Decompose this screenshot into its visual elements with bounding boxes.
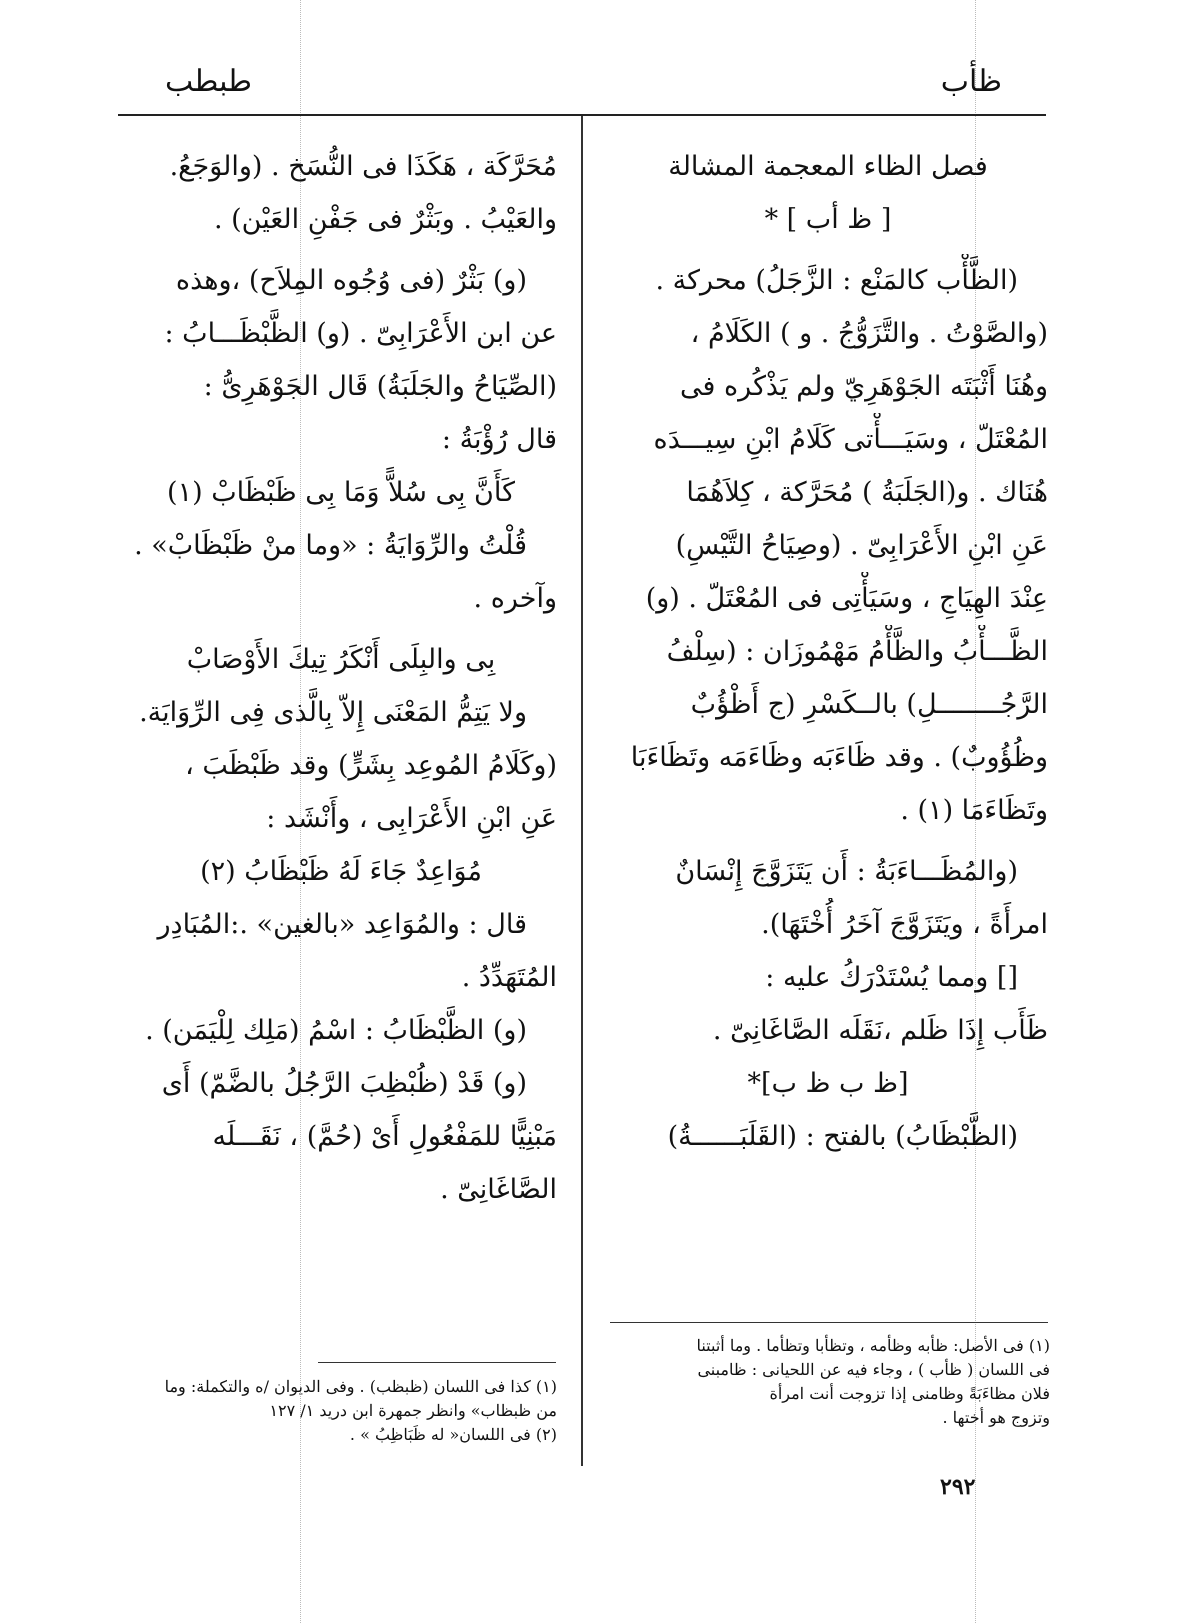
text-line: ظَأَب إِذَا ظَلم ،نَقَلَه الصَّاغَانِىّ . [712,1015,1048,1046]
footnote-line: من ظبظاب» وانظر جمهرة ابن دريد ١/ ١٢٧ [269,1401,557,1420]
verse-line: مُوَاعِدٌ جَاءَ لَهُ ظَبْظَابُ (٢) [200,856,482,887]
text-line: وهُنَا أَثْبَتَه الجَوْهَرِيّ ولم يَذْكُره فى [680,371,1048,402]
left-column [125,140,557,1216]
verse-line: كَأَنَّ بِى سُلاًّ وَمَا بِى ظَبْظَابْ (١) [167,477,515,508]
text-line: قال رُؤْبَةُ : [441,424,557,455]
text-line: عِنْدَ الهِيَاجِ ، وسَيَأْتِى فى المُعْتَلّ . (و) [645,583,1048,614]
footnote-line: (١) كذا فى اللسان (ظبظب) . وفى الديوان /ه والتكملة: وما [164,1377,557,1396]
mustadrak-heading: [] ومما يُسْتَدْرَكُ عليه : [765,962,1018,993]
entry-heading: [ظ ب ظ ب]* [747,1068,909,1099]
text-line: وآخره . [473,583,557,614]
text-line: (الظَّأْب كالمَنْع : الزَّجَلُ) محركة . [655,265,1018,296]
text-line: (الصِّيَاحُ والجَلَبَةُ) قَال الجَوْهَرِىُّ : [203,371,557,402]
footnote-line: (٢) فى اللسان« له ظَبَاظِبُ » . [349,1425,557,1444]
section-title: فصل الظاء المعجمة المشالة [668,151,988,182]
footnote-rule [610,1322,1048,1323]
text-line: امرأَةً ، ويَتَزَوَّجَ آخَرُ أُخْتَهَا). [761,909,1048,940]
text-line: (وكَلَامُ المُوعِد بِشَرٍّ) وقد ظَبْظَبَ ، [185,750,557,781]
page-number: ٢٩٢ [940,1474,976,1500]
text-line: (و) قَدْ (ظُبْظِبَ الرَّجُلُ بالضَّمّ) أَى [161,1068,527,1099]
column-divider [581,116,583,1466]
text-line: المُتَهَدِّدُ . [461,962,557,993]
text-line: هُنَاك . و(الجَلَبَةُ ) مُحَرَّكة ، كِلاَهُمَا [686,477,1048,508]
text-line: ولا يَتِمُّ المَعْنَى إِلاّ بِالَّذى فِى الرِّوَايَة. [139,697,527,728]
text-line: الصَّاغَانِىّ . [440,1174,557,1205]
text-line: مُحَرَّكَة ، هَكَذَا فى النُّسَخ . (والوَجَعُ. [169,151,557,182]
text-line: عَنِ ابْنِ الأَعْرَابِى ، وأَنْشَد : [266,803,557,834]
text-line: (و) الظَّبْظَابُ : اسْمُ (مَلِك لِلْيَمَن) . [145,1015,527,1046]
verse-line: بِى والبِلَى أَنْكَرُ تِيكَ الأَوْصَابْ [186,644,496,675]
text-line: المُعْتَلّ ، وسَيَـــأْتى كَلَامُ ابْنِ سِيـــدَه [653,424,1048,455]
footnote-line: (١) فى الأصل: ظأبه وظأمه ، وتظأبا وتظأما . وما أثبتنا [696,1336,1050,1355]
entry-heading: [ ظ أب ] ‍‍‍‍‍‍‍‍‍* [764,204,892,235]
footnote-line: وتزوج هو أختها . [942,1408,1050,1427]
right-column [608,140,1048,1163]
text-line: (والمُظَـــاءَبَةُ : أَن يَتَزَوَّجَ إِنْسَانٌ [675,856,1018,887]
text-line: مَبْنِيًّا للمَفْعُولِ أَىْ (حُمَّ) ، نَقَـــلَه [212,1121,557,1152]
text-line: الظَّـــأْبُ والظَّأْمُ مَهْمُوزَان : (سِلْفُ [666,636,1048,667]
footnote-line: فلان مظاءَبَةً وظامنى إذا تزوجت أنت امرأة [769,1384,1050,1403]
text-line: والعَيْبُ . وبَثْرٌ فى جَفْنِ العَيْن) . [213,204,557,235]
left-footnotes [125,1375,557,1447]
header-right-word: ظأب [940,64,1002,99]
text-line: قُلْتُ والرِّوَايَةُ : «وما منْ ظَبْظَابْ» . [134,530,527,561]
text-line: عن ابن الأَعْرَابِىّ . (و) الظَّبْظَـــابُ : [164,318,557,349]
header-left-word: طبطب [165,64,252,99]
right-footnotes [614,1334,1050,1430]
footnote-rule [318,1362,556,1363]
text-line: الرَّجُــــــــلِ) بالــكَسْرِ (ج أَظْؤُبٌ [690,689,1048,720]
text-line: (الظَّبْظَابُ) بالفتح : (القَلَبَــــــةُ) [667,1121,1018,1152]
text-line: (و) بَثْرٌ (فى وُجُوه المِلاَح) ،وهذه [175,265,527,296]
text-line: قال : والمُوَاعِد «بالغين» .:المُبَادِر [157,909,527,940]
text-line: (والصَّوْتُ . والتَّزَوُّجُ . و ) الكَلَامُ ، [690,318,1048,349]
text-line: عَنِ ابْنِ الأَعْرَابِىّ . (وصِيَاحُ التَّيْسِ) [675,530,1048,561]
text-line: وتَظَاءَمَا (١) . [900,795,1048,826]
text-line: وظُؤُوبٌ) . وقد ظَاءَبَه وظَاءَمَه وتَظَاءَبَا [630,742,1048,773]
footnote-line: فى اللسان ( ظأب ) ، وجاء فيه عن اللحيانى : ظامبنى [697,1360,1050,1379]
